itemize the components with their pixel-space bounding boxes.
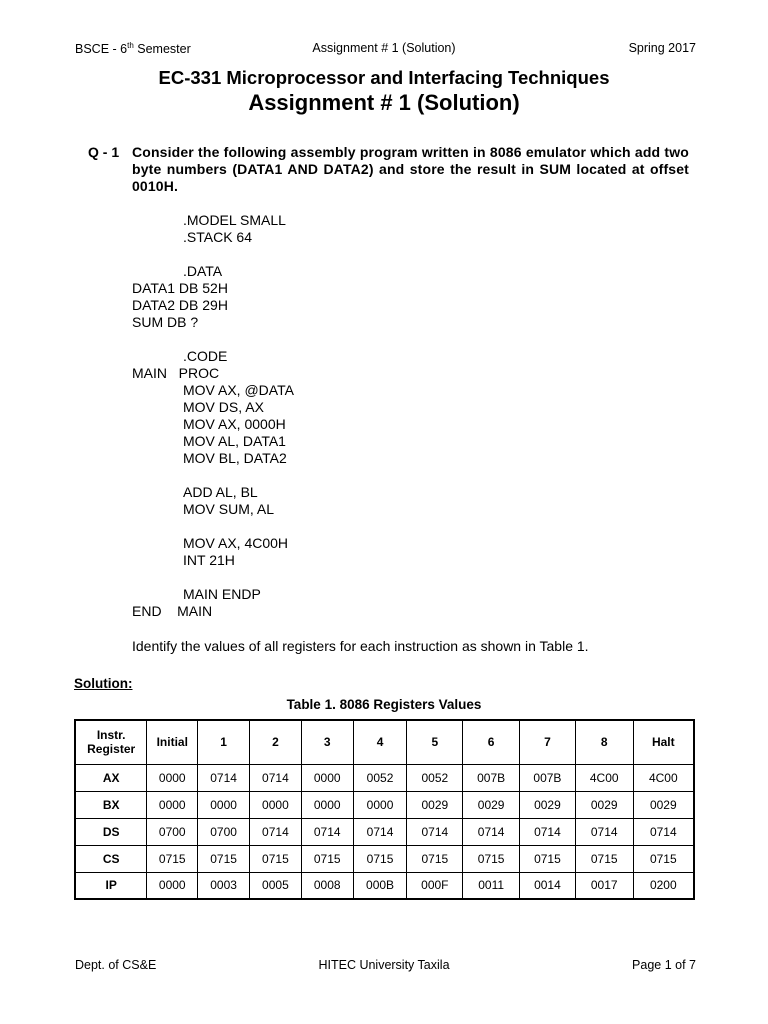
register-value-cell: 000B — [353, 872, 407, 899]
code-line: MAIN PROC — [132, 365, 220, 381]
code-line — [132, 569, 294, 586]
code-line: MAIN ENDP — [183, 586, 261, 602]
table-column-header: 3 — [301, 720, 353, 764]
corner-register-label: Register — [87, 742, 136, 757]
register-value-cell: 0714 — [301, 818, 353, 845]
register-value-cell: 0000 — [301, 791, 353, 818]
register-value-cell: 0029 — [575, 791, 633, 818]
corner-instr-label: Instr. — [96, 728, 126, 743]
register-value-cell: 0715 — [198, 845, 250, 872]
table-column-header: 6 — [463, 720, 520, 764]
register-value-cell: 4C00 — [633, 764, 694, 791]
register-value-cell: 0014 — [520, 872, 576, 899]
register-value-cell: 0052 — [407, 764, 463, 791]
header-term: Spring 2017 — [628, 41, 696, 55]
register-value-cell: 0714 — [407, 818, 463, 845]
register-value-cell: 0000 — [353, 791, 407, 818]
assembly-code-block — [132, 212, 294, 620]
table-corner-header — [75, 720, 147, 764]
register-value-cell: 007B — [520, 764, 576, 791]
table-column-header: 1 — [198, 720, 250, 764]
register-value-cell: 0715 — [301, 845, 353, 872]
table-caption: Table 1. 8086 Registers Values — [286, 697, 482, 712]
code-line: MOV BL, DATA2 — [183, 450, 287, 466]
code-line: SUM DB ? — [132, 314, 199, 330]
footer-university: HITEC University Taxila — [318, 958, 450, 972]
table-column-header: Halt — [633, 720, 694, 764]
register-value-cell: 0005 — [250, 872, 302, 899]
register-value-cell: 0714 — [198, 764, 250, 791]
register-value-cell: 0715 — [575, 845, 633, 872]
table-row — [75, 872, 694, 899]
table-body — [75, 764, 694, 899]
code-line: .CODE — [183, 348, 228, 364]
code-line: ADD AL, BL — [183, 484, 258, 500]
code-line: MOV AX, @DATA — [183, 382, 294, 398]
footer-page-number: Page 1 of 7 — [632, 958, 696, 972]
question-text: Consider the following assembly program written in 8086 emulator which add two byte numbers (DATA1 AND DATA2) and store the result in SUM located at offset 0010H. — [132, 144, 689, 194]
register-value-cell: 0017 — [575, 872, 633, 899]
register-value-cell: 0000 — [198, 791, 250, 818]
footer-department: Dept. of CS&E — [75, 958, 157, 972]
header-semester-prefix: BSCE - 6 — [75, 42, 128, 57]
table-row — [75, 818, 694, 845]
code-line — [132, 518, 294, 535]
register-value-cell: 4C00 — [575, 764, 633, 791]
register-name-cell: IP — [75, 872, 147, 899]
register-value-cell: 0700 — [147, 818, 198, 845]
header-semester-sup: th — [127, 41, 134, 50]
register-name-cell: DS — [75, 818, 147, 845]
code-line: MOV AX, 0000H — [183, 416, 286, 432]
table-header-row — [75, 720, 694, 764]
table-row — [75, 764, 694, 791]
code-line: MOV AL, DATA1 — [183, 433, 286, 449]
register-value-cell: 0715 — [633, 845, 694, 872]
register-value-cell: 007B — [463, 764, 520, 791]
register-value-cell: 0011 — [463, 872, 520, 899]
register-name-cell: CS — [75, 845, 147, 872]
register-value-cell: 0000 — [301, 764, 353, 791]
code-line: MOV AX, 4C00H — [183, 535, 289, 551]
code-line — [132, 331, 294, 348]
table-row — [75, 791, 694, 818]
code-line: .MODEL SMALL — [183, 212, 286, 228]
register-value-cell: 0029 — [633, 791, 694, 818]
registers-table — [74, 719, 695, 900]
code-line: DATA2 DB 29H — [132, 297, 228, 313]
register-value-cell: 0715 — [250, 845, 302, 872]
table-column-header: 4 — [353, 720, 407, 764]
register-value-cell: 0715 — [407, 845, 463, 872]
code-line — [132, 246, 294, 263]
register-value-cell: 0000 — [147, 764, 198, 791]
register-value-cell: 0200 — [633, 872, 694, 899]
register-value-cell: 0000 — [147, 791, 198, 818]
code-line: INT 21H — [183, 552, 235, 568]
register-value-cell: 0052 — [353, 764, 407, 791]
register-value-cell: 0715 — [147, 845, 198, 872]
register-value-cell: 0714 — [575, 818, 633, 845]
register-value-cell: 0715 — [520, 845, 576, 872]
register-value-cell: 0714 — [463, 818, 520, 845]
code-line: .STACK 64 — [183, 229, 252, 245]
register-value-cell: 0008 — [301, 872, 353, 899]
register-value-cell: 0715 — [463, 845, 520, 872]
solution-heading: Solution: — [74, 676, 133, 691]
course-title: EC-331 Microprocessor and Interfacing Techniques — [158, 67, 610, 88]
register-value-cell: 0003 — [198, 872, 250, 899]
code-line: DATA1 DB 52H — [132, 280, 228, 296]
assignment-title: Assignment # 1 (Solution) — [248, 90, 520, 115]
code-line: .DATA — [183, 263, 223, 279]
code-line — [132, 467, 294, 484]
register-value-cell: 0715 — [353, 845, 407, 872]
table-column-header: 2 — [250, 720, 302, 764]
register-value-cell: 0029 — [520, 791, 576, 818]
table-row — [75, 845, 694, 872]
instruction-text: Identify the values of all registers for each instruction as shown in Table 1. — [132, 638, 589, 654]
register-value-cell: 0029 — [407, 791, 463, 818]
code-line: MOV SUM, AL — [183, 501, 275, 517]
register-value-cell: 0714 — [633, 818, 694, 845]
register-value-cell: 0000 — [250, 791, 302, 818]
question-label: Q - 1 — [88, 144, 120, 160]
header-semester-suffix: Semester — [133, 42, 191, 57]
register-value-cell: 0714 — [250, 764, 302, 791]
table-column-header: 5 — [407, 720, 463, 764]
header-assignment: Assignment # 1 (Solution) — [312, 41, 456, 55]
register-value-cell: 000F — [407, 872, 463, 899]
register-name-cell: BX — [75, 791, 147, 818]
register-value-cell: 0714 — [520, 818, 576, 845]
table-column-header: 8 — [575, 720, 633, 764]
code-line: MOV DS, AX — [183, 399, 264, 415]
register-value-cell: 0714 — [250, 818, 302, 845]
register-value-cell: 0029 — [463, 791, 520, 818]
register-value-cell: 0000 — [147, 872, 198, 899]
register-value-cell: 0700 — [198, 818, 250, 845]
code-line: END MAIN — [132, 603, 213, 619]
table-column-header: Initial — [147, 720, 198, 764]
register-value-cell: 0714 — [353, 818, 407, 845]
register-name-cell: AX — [75, 764, 147, 791]
table-column-header: 7 — [520, 720, 576, 764]
